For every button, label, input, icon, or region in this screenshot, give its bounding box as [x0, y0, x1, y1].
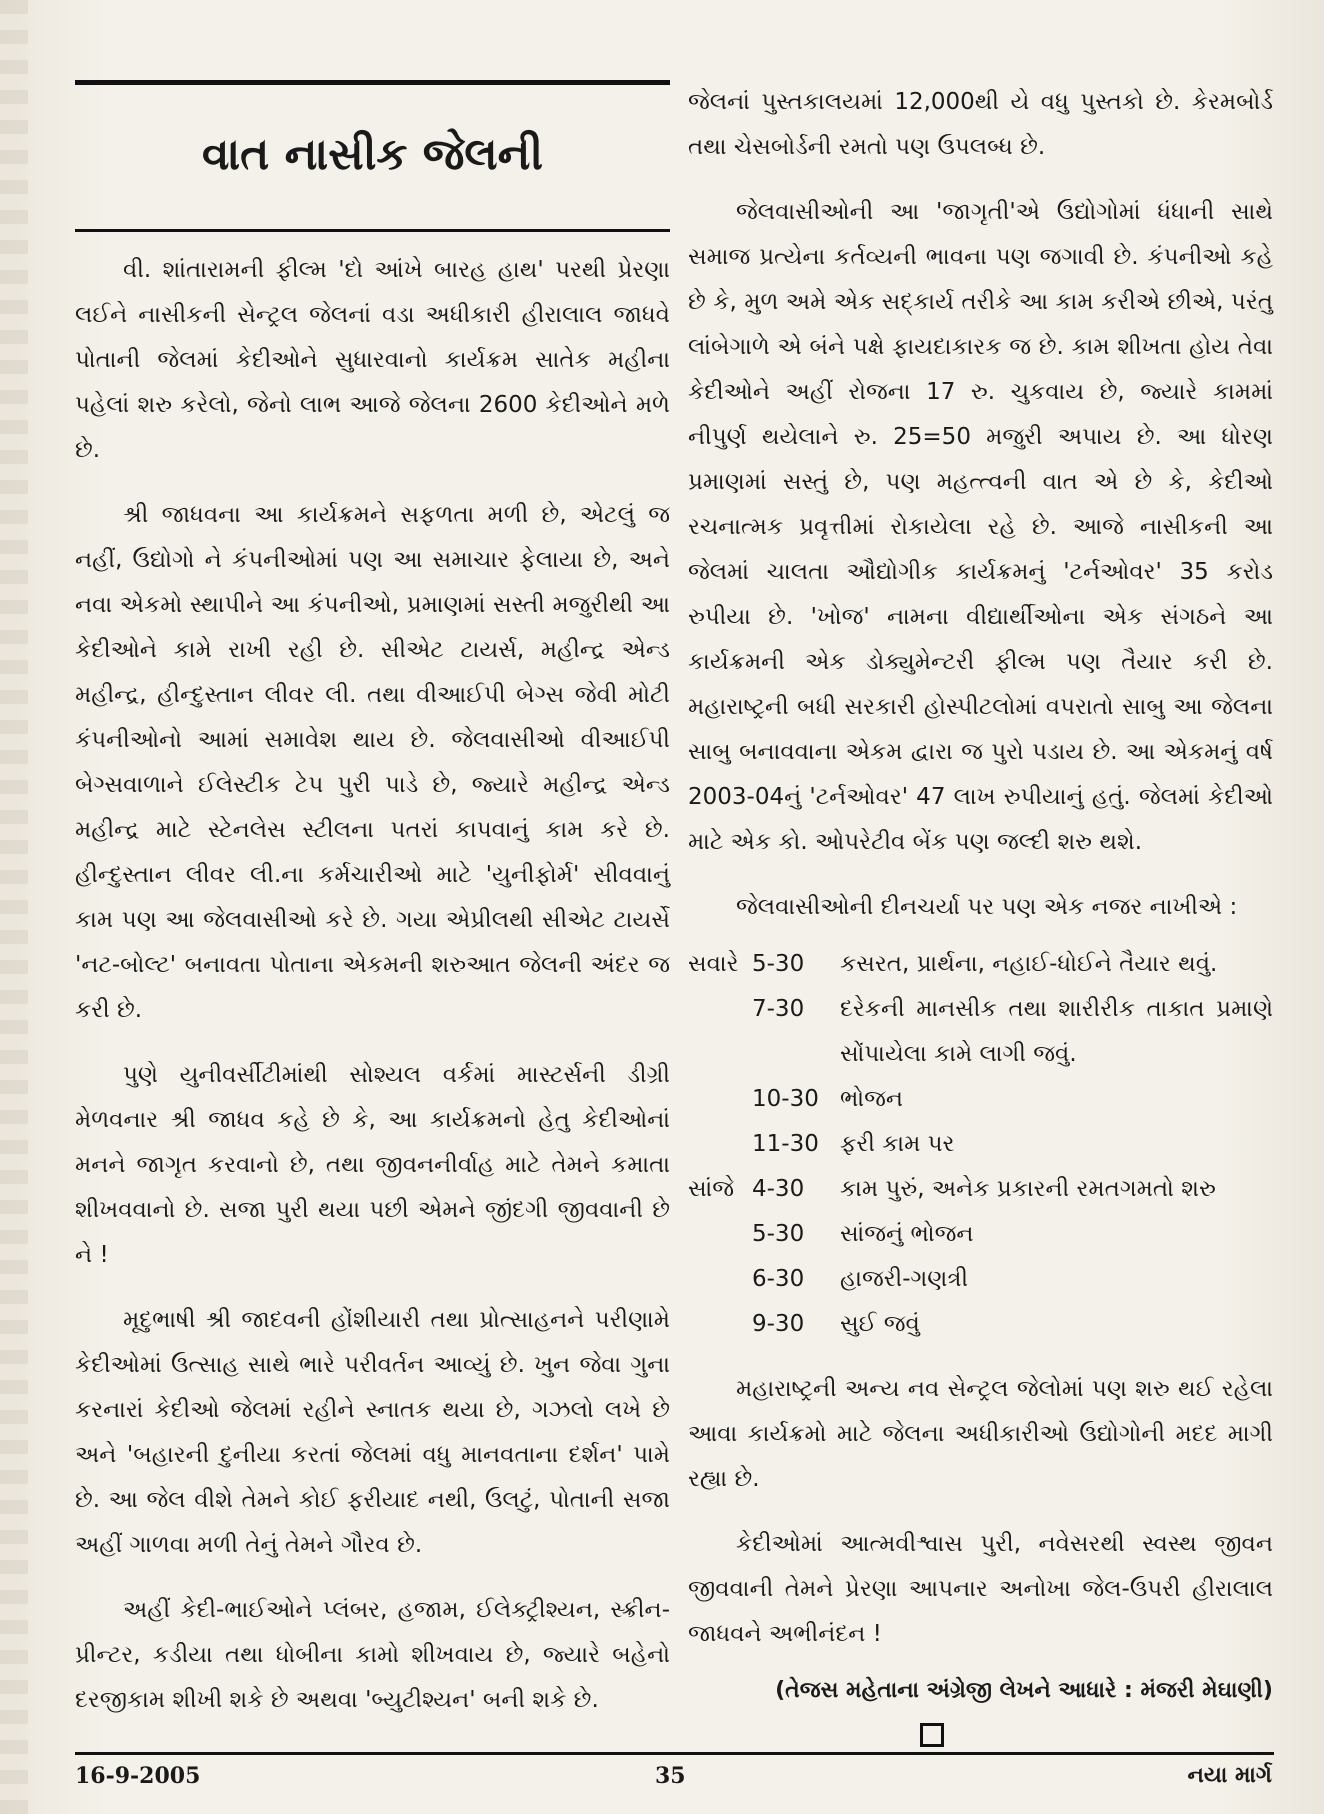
paragraph: જેલવાસીઓની દીનચર્યા પર પણ એક નજર નાખીએ : — [736, 894, 1238, 920]
schedule-period — [688, 1077, 752, 1122]
paragraph: વી. શાંતારામની ફીલ્મ 'દો આંખે બારહ હાથ' પરથી પ્રેરણા લઈને નાસીકની સેન્ટ્રલ જેલનાં વડા અધીકારી હીરાલાલ જાધવે પોતાની જેલમાં કેદીઓને સુધારવાનો કાર્યક્રમ સાતેક મહીના પહેલાં શરુ કરેલો, જેનો લાભ આજે જેલના 2600 કેદીઓને મળે છે. — [75, 257, 670, 463]
schedule-time: 5-30 — [752, 951, 805, 977]
schedule-period — [688, 1122, 752, 1167]
schedule-period: સવારે — [688, 951, 739, 977]
schedule-row — [688, 987, 1273, 1077]
schedule-task: સાંજનું ભોજન — [840, 1221, 974, 1247]
schedule-time: 7-30 — [752, 996, 805, 1022]
daily-schedule — [688, 942, 1273, 1347]
schedule-period — [688, 1212, 752, 1257]
right-column — [688, 80, 1273, 1751]
paragraph: કેદીઓમાં આત્મવીશ્વાસ પુરી, નવેસરથી સ્વસ્થ જીવન જીવવાની તેમને પ્રેરણા આપનાર અનોખા જેલ-ઉપરી હીરાલાલ જાધવને અભીનંદન ! — [688, 1531, 1273, 1647]
left-column — [75, 80, 670, 1723]
paragraph: પુણે યુનીવર્સીટીમાંથી સોશ્યલ વર્કમાં માસ્ટર્સની ડીગ્રી મેળવનાર શ્રી જાધવ કહે છે કે, આ કાર્યક્રમનો હેતુ કેદીઓનાં મનને જાગૃત કરવાનો છે, તથા જીવનનીર્વાહ માટે તેમને કમાતા શીખવવાનો છે. સજા પુરી થયા પછી એમને જીંદગી જીવવાની છે ને ! — [75, 1062, 670, 1268]
schedule-time: 5-30 — [752, 1221, 805, 1247]
torn-page-edge — [0, 0, 28, 1814]
schedule-row — [688, 942, 1273, 987]
schedule-time: 9-30 — [752, 1311, 805, 1337]
paragraph: શ્રી જાધવના આ કાર્યક્રમને સફળતા મળી છે, એટલું જ નહીં, ઉદ્યોગો ને કંપનીઓમાં પણ આ સમાચાર ફેલાયા છે, અને નવા એકમો સ્થાપીને આ કંપનીઓ, પ્રમાણમાં સસ્તી મજુરીથી આ કેદીઓને કામે રાખી રહી છે. સીએટ ટાયર્સ, મહીન્દ્ર એન્ડ મહીન્દ્ર, હીન્દુસ્તાન લીવર લી. તથા વીઆઈપી બેગ્સ જેવી મોટી કંપનીઓનો આમાં સમાવેશ થાય છે. જેલવાસીઓ વીઆઈપી બેગ્સવાળાને ઈલેસ્ટીક ટેપ પુરી પાડે છે, જ્યારે મહીન્દ્ર એન્ડ મહીન્દ્ર માટે સ્ટેનલેસ સ્ટીલના પતરાં કાપવાનું કામ કરે છે. હીન્દુસ્તાન લીવર લી.ના કર્મચારીઓ માટે 'યુનીફોર્મ' સીવવાનું કામ પણ આ જેલવાસીઓ કરે છે. ગયા એપ્રીલથી સીએટ ટાયર્સે 'નટ-બોલ્ટ' બનાવતા પોતાના એકમની શરુઆત જેલની અંદર જ કરી છે. — [75, 502, 670, 1023]
schedule-task: ફરી કામ પર — [840, 1131, 955, 1157]
footer-date: 16-9-2005 — [75, 1763, 201, 1789]
schedule-task: કસરત, પ્રાર્થના, નહાઈ-ધોઈને તૈયાર થવું. — [840, 951, 1218, 977]
schedule-period — [688, 1257, 752, 1302]
schedule-task: કામ પુરું, અનેક પ્રકારની રમતગમતો શરુ — [840, 1176, 1216, 1202]
schedule-task: દરેકની માનસીક તથા શારીરીક તાકાત પ્રમાણે સોંપાયેલા કામે લાગી જવું. — [840, 996, 1273, 1067]
article-credit: (તેજસ મહેતાના અંગ્રેજી લેખને આધારે : મંજરી મેઘાણી) — [775, 1678, 1273, 1703]
paragraph: મૃદુભાષી શ્રી જાદવની હોંશીયારી તથા પ્રોત્સાહનને પરીણામે કેદીઓમાં ઉત્સાહ સાથે ભારે પરીવર્તન આવ્યું છે. ખુન જેવા ગુના કરનારાં કેદીઓ જેલમાં રહીને સ્નાતક થયા છે, ગઝલો લખે છે અને 'બહારની દુનીયા કરતાં જેલમાં વધુ માનવતાના દર્શન' પામે છે. આ જેલ વીશે તેમને કોઈ ફરીયાદ નથી, ઉલટું, પોતાની સજા અહીં ગાળવા મળી તેનું તેમને ગૌરવ છે. — [75, 1307, 670, 1558]
schedule-task: સુઈ જવું — [840, 1311, 920, 1337]
footer-rule — [75, 1752, 1274, 1755]
schedule-row — [688, 1077, 1273, 1122]
page-number: 35 — [655, 1763, 686, 1789]
schedule-row — [688, 1212, 1273, 1257]
paragraph: જેલનાં પુસ્તકાલયમાં 12,000થી યે વધુ પુસ્તકો છે. કેરમબોર્ડ તથા ચેસબોર્ડની રમતો પણ ઉપલબ્ધ છે. — [688, 89, 1273, 160]
schedule-period — [688, 1302, 752, 1347]
schedule-period — [688, 987, 752, 1077]
schedule-row — [688, 1302, 1273, 1347]
schedule-task: ભોજન — [840, 1086, 904, 1112]
title-bottom-rule — [75, 229, 670, 232]
paragraph: મહારાષ્ટ્રની અન્ય નવ સેન્ટ્રલ જેલોમાં પણ શરુ થઈ રહેલા આવા કાર્યક્રમો માટે જેલના અધીકારીઓ ઉદ્યોગોની મદદ માગી રહ્યા છે. — [688, 1376, 1273, 1492]
schedule-time: 4-30 — [752, 1176, 805, 1202]
schedule-row — [688, 1122, 1273, 1167]
magazine-name: નયા માર્ગ — [1187, 1763, 1272, 1788]
schedule-row — [688, 1257, 1273, 1302]
paragraph: અહીં કેદી-ભાઈઓને પ્લંબર, હજામ, ઈલેક્ટ્રીશ્યન, સ્ક્રીન-પ્રીન્ટર, કડીયા તથા ધોબીના કામો શીખવાય છે, જ્યારે બહેનો દરજીકામ શીખી શકે છે અથવા 'બ્યુટીશ્યન' બની શકે છે. — [75, 1597, 670, 1713]
schedule-time: 11-30 — [752, 1131, 819, 1157]
schedule-period: સાંજે — [688, 1176, 735, 1202]
schedule-task: હાજરી-ગણત્રી — [840, 1266, 969, 1292]
schedule-row — [688, 1167, 1273, 1212]
end-of-article-square-icon — [920, 1723, 944, 1747]
paragraph: જેલવાસીઓની આ 'જાગૃતી'એ ઉદ્યોગોમાં ધંધાની સાથે સમાજ પ્રત્યેના કર્તવ્યની ભાવના પણ જગાવી છે. કંપનીઓ કહે છે કે, મુળ અમે એક સદ્કાર્ય તરીકે આ કામ કરીએ છીએ, પરંતુ લાંબેગાળે એ બંને પક્ષે ફાયદાકારક જ છે. કામ શીખતા હોય તેવા કેદીઓને અહીં રોજના 17 રુ. ચુકવાય છે, જ્યારે કામમાં નીપુર્ણ થયેલાને રુ. 25=50 મજુરી અપાય છે. આ ધોરણ પ્રમાણમાં સસ્તું છે, પણ મહત્ત્વની વાત એ છે કે, કેદીઓ રચનાત્મક પ્રવૃત્તીમાં રોકાયેલા રહે છે. આજે નાસીકની આ જેલમાં ચાલતા ઔદ્યોગીક કાર્યક્રમનું 'ટર્નઓવર' 35 કરોડ રુપીયા છે. 'ખોજ' નામના વીદ્યાર્થીઓના એક સંગઠને આ કાર્યક્રમની એક ડોક્યુમેન્ટરી ફીલ્મ પણ તૈયાર કરી છે. મહારાષ્ટ્રની બધી સરકારી હોસ્પીટલોમાં વપરાતો સાબુ આ જેલના સાબુ બનાવવાના એકમ દ્વારા જ પુરો પડાય છે. આ એકમનું વર્ષ 2003-04નું 'ટર્નઓવર' 47 લાખ રુપીયાનું હતું. જેલમાં કેદીઓ માટે એક કો. ઓપરેટીવ બેંક પણ જલ્દી શરુ થશે. — [688, 199, 1273, 855]
schedule-time: 10-30 — [752, 1086, 819, 1112]
article-title: વાત નાસીક જેલની — [201, 129, 544, 180]
schedule-time: 6-30 — [752, 1266, 805, 1292]
